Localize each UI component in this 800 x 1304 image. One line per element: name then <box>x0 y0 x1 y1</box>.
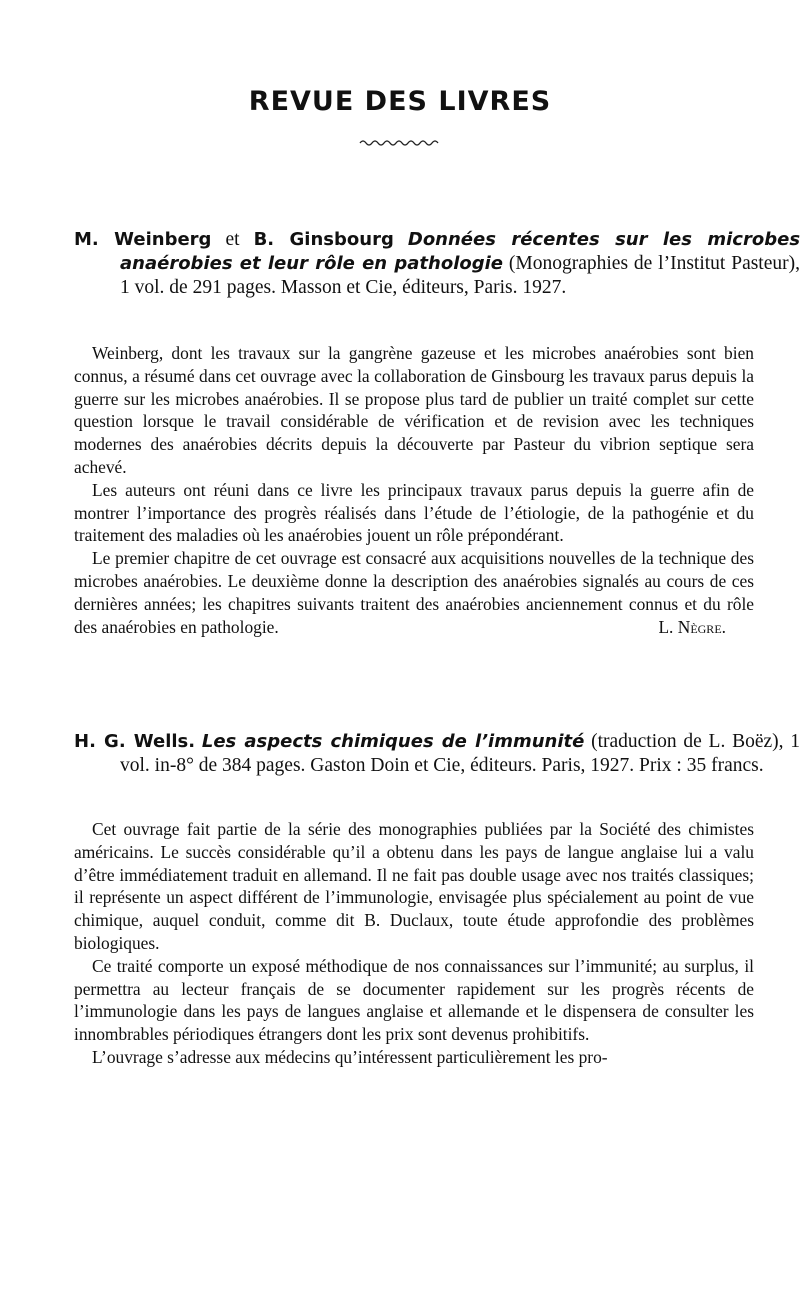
review-1-author-b: B. Ginsbourg <box>253 229 394 250</box>
review-1-paragraph-text: Le premier chapitre de cet ouvrage est consacré aux acquisitions nouvelles de la technique des microbes anaérobies. Le deuxième donne la description des anaérobies signalés au cours de ces dernières années; les chapitres suivants traitent des anaérobies anciennement connus et du rôle des anaérobies en pathologie. <box>74 548 754 637</box>
review-1-heading <box>74 228 800 300</box>
review-1-paragraph <box>74 547 754 638</box>
review-1-book-title: Données récentes sur les microbes anaérobies et leur rôle en pathologie <box>120 229 800 274</box>
review-1-body <box>74 342 754 638</box>
review-2-paragraph: L’ouvrage s’adresse aux médecins qu’intéressent particulièrement les pro- <box>92 1046 608 1067</box>
review-2-book-title: Les aspects chimiques de l’immunité <box>201 731 585 752</box>
wavy-rule-ornament <box>358 138 442 148</box>
review-2-heading <box>74 730 800 778</box>
review-2-publication: (traduction de L. Boëz), 1 vol. in-8° de 384 pages. Gaston Doin et Cie, éditeurs. Paris, 1927. Prix : 35 francs. <box>120 731 800 776</box>
review-1-publication: (Monographies de l’Institut Pasteur), 1 vol. de 291 pages. Masson et Cie, éditeurs, Paris. 1927. <box>120 253 800 298</box>
page-title: REVUE DES LIVRES <box>248 86 552 117</box>
review-1-paragraph: Les auteurs ont réuni dans ce livre les principaux travaux parus depuis la guerre afin de montrer l’importance des progrès réalisés dans l’étude de l’étiologie, de la pathogénie et du traitement des maladies où les anaérobies jouent un rôle prépondérant. <box>74 479 754 546</box>
review-2-body <box>74 818 754 1069</box>
review-1-signature: L. Nègre. <box>658 616 726 637</box>
review-2-paragraph: Cet ouvrage fait partie de la série des monographies publiées par la Société des chimistes américains. Le succès considérable qu’il a obtenu dans les pays de langue anglaise lui a valu d’être immédiatement traduit en allemand. Il ne fait pas double usage avec nos traités classiques; il représente un aspect différent de l’immunologie, envisagée plus spécialement au point de vue chimique, auquel conduit, comme dit B. Duclaux, toute étude approfondie des problèmes biologiques. <box>74 819 754 953</box>
review-1-connector: et <box>225 229 240 250</box>
review-1-paragraph: Weinberg, dont les travaux sur la gangrène gazeuse et les microbes anaérobies sont bien connus, a résumé dans cet ouvrage avec la collaboration de Ginsbourg les travaux parus depuis la guerre sur les microbes anaérobies. Il se propose plus tard de publier un traité complet sur cette question lorsque le travail considérable de vérification et de revision avec les techniques modernes des anaérobies décrits depuis la découverte par Pasteur du vibrion septique sera achevé. <box>74 343 754 477</box>
review-1-author-a: M. Weinberg <box>74 229 212 250</box>
review-2-paragraph: Ce traité comporte un exposé méthodique de nos connaissances sur l’immunité; au surplus, il permettra au lecteur français de se documenter rapidement sur les progrès récents de l’immunologie dans les pays de langues anglaise et allemande et le dispensera de consulter les innombrables périodiques étrangers dont les prix sont devenus prohibitifs. <box>74 955 754 1045</box>
review-2-author: H. G. Wells. <box>74 731 196 752</box>
